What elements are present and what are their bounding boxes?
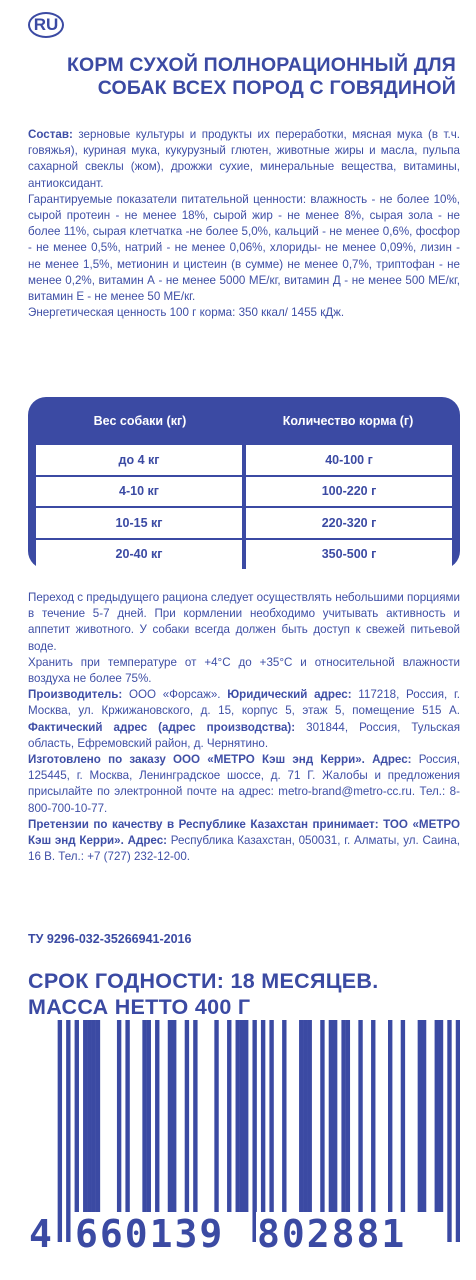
col-weight-header: Вес собаки (кг) — [93, 414, 187, 428]
barcode-bar — [371, 1020, 375, 1212]
legal-address-label: Юридический адрес: — [227, 688, 352, 702]
barcode-bar — [75, 1020, 79, 1212]
legal-address: 117218, Россия, г. Москва, ул. Кржижановского, д. 15, корпус 5, этаж 5, помещение 515 А. — [28, 688, 460, 718]
actual-address-label: Фактический адрес (адрес производства): — [28, 720, 296, 734]
amount-cell: 100-220 г — [246, 477, 452, 509]
kz-paragraph — [28, 817, 460, 866]
barcode-bar — [329, 1020, 333, 1212]
barcode-bar — [172, 1020, 176, 1212]
producer-paragraph — [28, 687, 460, 752]
barcode-bar — [269, 1020, 273, 1212]
barcode-bar — [240, 1020, 244, 1212]
barcode-bar — [418, 1020, 422, 1212]
barcode-bar — [155, 1020, 159, 1212]
weight-cell: 10-15 кг — [36, 508, 242, 540]
storage-text: Хранить при температуре от +4°С до +35°С и относительной влажности воздуха не более 75%. — [28, 655, 460, 686]
shelf-life: СРОК ГОДНОСТИ: 18 МЕСЯЦЕВ. — [28, 969, 379, 993]
barcode-bar — [388, 1020, 392, 1212]
weight-cell: 4-10 кг — [36, 477, 242, 509]
composition-paragraph — [28, 127, 460, 192]
kz-address: Республика Казахстан, 050031, г. Алматы, ул. Саина, 16 В. Тел.: +7 (727) 232-12-00. — [28, 834, 460, 864]
made-for-address: Россия, 125445, г. Москва, Ленинградское шоссе, д. 71 Г. Жалобы и предложения присылайте по электронной почте на адрес: metro-brand@metro-cc.ru. Тел.: 8-800-700-10-77. — [28, 753, 460, 815]
feeding-table-header — [36, 397, 452, 445]
barcode-bar — [401, 1020, 405, 1212]
amount-cell: 350-500 г — [321, 547, 377, 562]
barcode-bar — [185, 1020, 189, 1212]
col-amount-header: Количество корма (г) — [282, 414, 414, 428]
amount-column — [246, 445, 452, 569]
barcode-bar — [447, 1020, 451, 1242]
barcode-bar — [87, 1020, 91, 1212]
barcode-bar — [308, 1020, 312, 1212]
actual-address: 301844, Россия, Тульская область, Ефремовский район, д. Чернятино. — [28, 720, 460, 750]
barcode-bar — [244, 1020, 248, 1212]
instructions-block — [28, 590, 460, 865]
barcode-bar — [261, 1020, 265, 1242]
barcode-bar — [83, 1020, 87, 1212]
barcode-bar — [96, 1020, 100, 1212]
barcode-bar — [92, 1020, 96, 1212]
composition-label: Состав: — [28, 128, 73, 141]
barcode-bar — [168, 1020, 172, 1212]
barcode-bar — [341, 1020, 345, 1212]
barcode-first-digit: 4 — [29, 1212, 52, 1256]
composition-block — [28, 127, 460, 321]
title-line-1: КОРМ СУХОЙ ПОЛНОРАЦИОННЫЙ ДЛЯ — [66, 54, 456, 76]
kz-label: Претензии по качеству в Республике Казахстан принимает: ТОО «МЕТРО Кэш энд Керри». Адрес: — [28, 817, 460, 848]
barcode-bar — [66, 1020, 70, 1242]
barcode-bar — [236, 1020, 240, 1212]
amount-cell: 220-320 г — [246, 508, 452, 540]
energy-value: Энергетическая ценность 100 г корма: 350 ккал/ 1455 кДж. — [28, 306, 345, 320]
language-badge: RU — [28, 12, 64, 38]
weight-column — [36, 445, 242, 569]
feeding-table — [28, 397, 460, 569]
barcode-bar — [193, 1020, 197, 1212]
producer-name: ООО «Форсаж». — [122, 688, 228, 702]
tu-standard: ТУ 9296-032-35266941-2016 — [28, 932, 192, 946]
barcode-bar — [320, 1020, 324, 1212]
feeding-table-body — [36, 445, 452, 569]
weight-cell: до 4 кг — [36, 445, 242, 477]
product-title — [26, 54, 456, 100]
barcode-bar — [58, 1020, 62, 1242]
barcode-left-group: 660139 — [75, 1212, 225, 1256]
barcode-bar — [282, 1020, 286, 1212]
barcode-bar — [456, 1020, 460, 1242]
made-for-paragraph — [28, 752, 460, 817]
barcode-bar — [142, 1020, 146, 1212]
barcode-bar — [299, 1020, 303, 1212]
net-mass: МАССА НЕТТО 400 Г — [28, 995, 251, 1019]
barcode-bar — [303, 1020, 307, 1212]
barcode-bar — [435, 1020, 439, 1212]
barcode-bar — [214, 1020, 218, 1212]
barcode-bar — [333, 1020, 337, 1212]
amount-cell: 40-100 г — [246, 445, 452, 477]
barcode-bar — [125, 1020, 129, 1212]
barcode-bar — [147, 1020, 151, 1212]
weight-cell: 20-40 кг — [115, 547, 163, 562]
barcode-bar — [346, 1020, 350, 1212]
barcode-bar — [358, 1020, 362, 1212]
barcode-bar — [227, 1020, 231, 1212]
barcode-bar — [117, 1020, 121, 1212]
barcode — [28, 1020, 460, 1242]
producer-label: Производитель: — [28, 688, 123, 702]
shelf-info — [28, 968, 379, 1020]
barcode-bar — [422, 1020, 426, 1212]
barcode-right-group: 802881 — [257, 1212, 407, 1256]
title-line-2: СОБАК ВСЕХ ПОРОД С ГОВЯДИНОЙ — [97, 77, 456, 99]
guaranteed-values: Гарантируемые показатели питательной ценности: влажность - не более 10%, сырой протеин - не менее 18%, сырой жир - не менее 8%, сырая зола - не более 11%, сырая клетчатка -не более 5,0%, кальций - не менее 0,6%, фосфор - не менее 0,5%, натрий - не менее 0,06%, хлориды- не менее 0,09%, лизин - не менее 1,5%, метионин и цистеин (в сумме) не менее 0,7%, триптофан - не менее 0,2%, витамин А - не менее 5000 МЕ/кг, витамин Д - не менее 500 МЕ/кг, витамин Е - не менее 50 МЕ/кг. — [28, 192, 460, 304]
barcode-bar — [439, 1020, 443, 1212]
composition-text: зерновые культуры и продукты их переработки, мясная мука (в т.ч. говяжья), куриная мука, кукурузный глютен, животные жиры и масла, пульпа сахарной свеклы (жом), дрожжи сухие, минеральные вещества, витамины, антиоксидант. — [28, 128, 460, 190]
transition-text: Переход с предыдущего рациона следует осуществлять небольшими порциями в течение 5-7 дней. При кормлении необходимо учитывать активность и аппетит животного. У собаки всегда должен быть доступ к свежей питьевой воде. — [28, 591, 461, 653]
made-for-label: Изготовлено по заказу ООО «МЕТРО Кэш энд Керри». Адрес: — [28, 753, 412, 767]
barcode-bar — [252, 1020, 256, 1242]
